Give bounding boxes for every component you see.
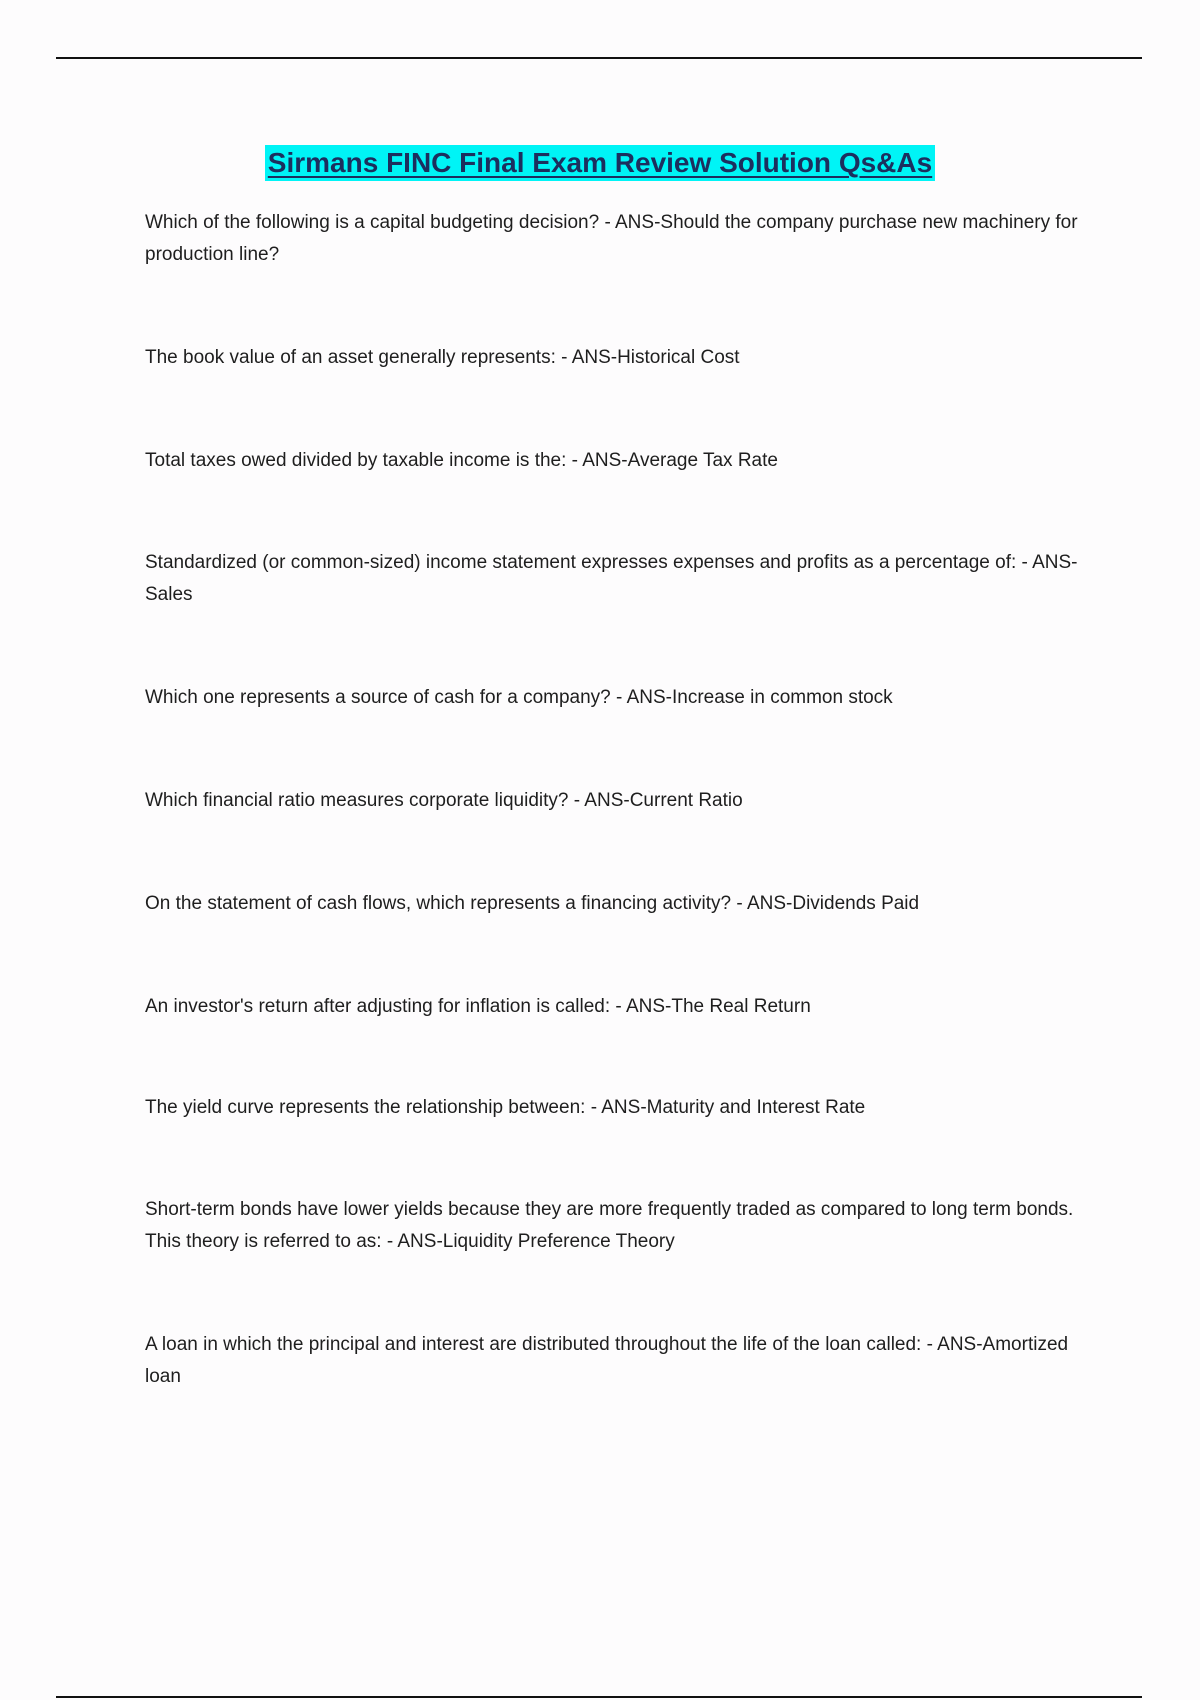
qa-item: Which one represents a source of cash for a company? - ANS-Increase in common stock: [145, 687, 893, 708]
qa-item: Short-term bonds have lower yields because they are more frequently traded as compared to long term bonds. This theory is referred to as: - ANS-Liquidity Preference Theory: [145, 1199, 1074, 1252]
qa-item: Which of the following is a capital budgeting decision? - ANS-Should the company purchase new machinery for production line?: [145, 212, 1078, 265]
page-title: Sirmans FINC Final Exam Review Solution Qs&As: [265, 145, 935, 181]
qa-item: On the statement of cash flows, which represents a financing activity? - ANS-Dividends Paid: [145, 893, 920, 914]
qa-item: An investor's return after adjusting for inflation is called: - ANS-The Real Return: [145, 996, 811, 1017]
qa-item: Standardized (or common-sized) income statement expresses expenses and profits as a percentage of: - ANS-Sales: [145, 552, 1078, 605]
top-rule: [56, 57, 1142, 59]
qa-item: Which financial ratio measures corporate liquidity? - ANS-Current Ratio: [145, 790, 743, 811]
qa-item: Total taxes owed divided by taxable income is the: - ANS-Average Tax Rate: [145, 450, 778, 471]
qa-item: The yield curve represents the relationship between: - ANS-Maturity and Interest Rate: [145, 1097, 866, 1118]
bottom-rule: [56, 1696, 1142, 1698]
title-container: [0, 145, 1200, 181]
qa-item: A loan in which the principal and interest are distributed throughout the life of the loan called: - ANS-Amortized loan: [145, 1334, 1069, 1387]
qa-item: The book value of an asset generally represents: - ANS-Historical Cost: [145, 347, 740, 368]
